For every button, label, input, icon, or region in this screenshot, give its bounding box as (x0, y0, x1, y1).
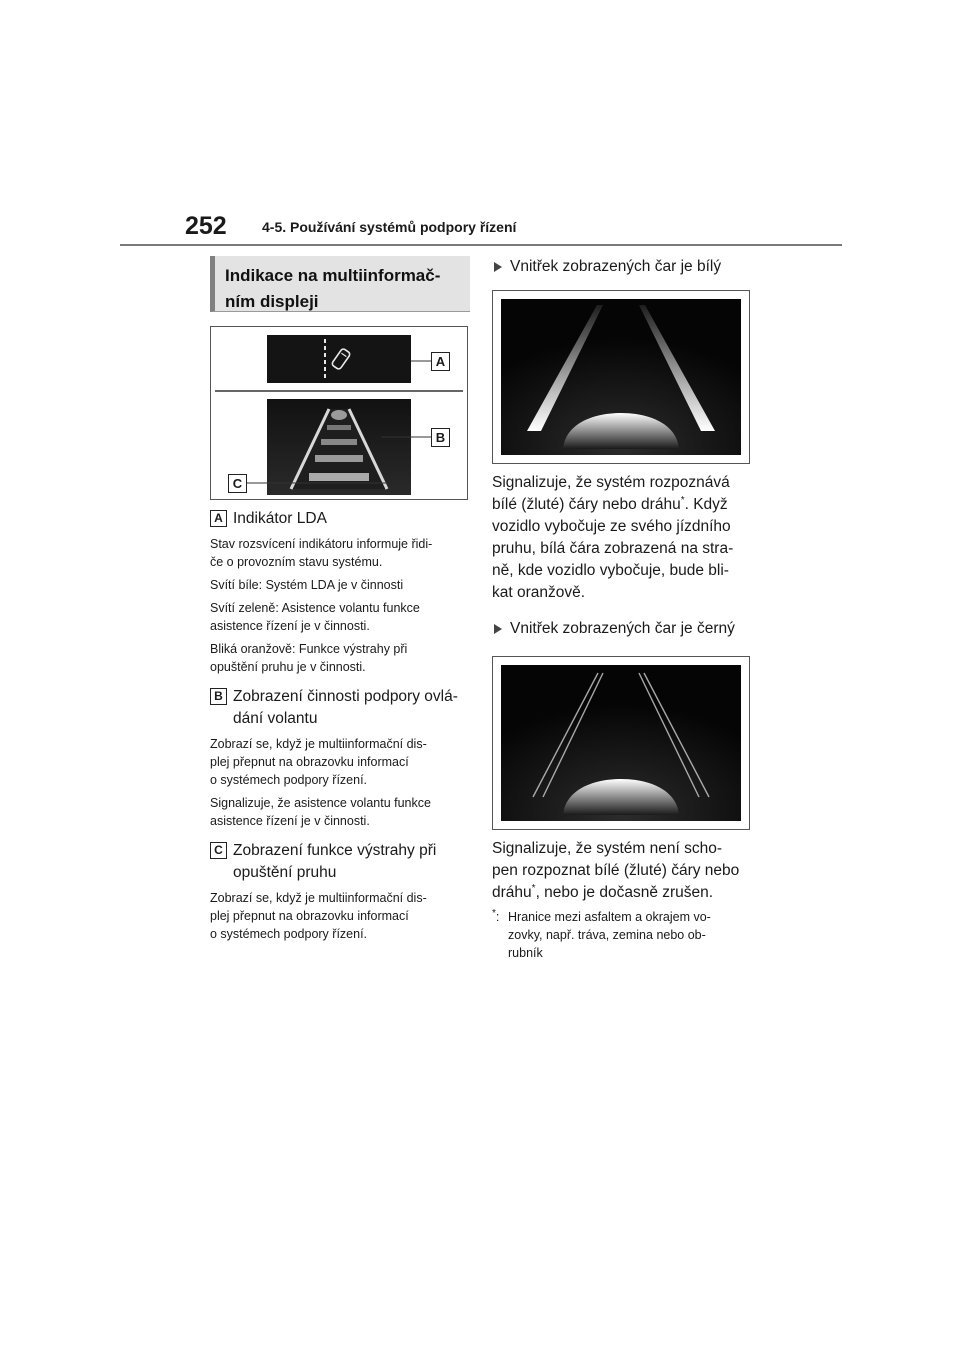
text-line: Zobrazí se, když je multiinformační dis- (210, 891, 427, 905)
badge-b: B (210, 688, 227, 705)
right-column (492, 256, 752, 962)
text-line: Svítí bíle: Systém LDA je v činnosti (210, 578, 404, 592)
footnote (492, 908, 752, 962)
section-title: 4-5. Používání systémů podpory řízení (262, 219, 517, 235)
text-line: opuštění pruhu je v činnosti. (210, 660, 366, 674)
footnote-text (508, 908, 711, 962)
bullet-white-lines (492, 256, 752, 278)
item-b-para-1 (210, 735, 470, 789)
item-b-title (233, 686, 458, 730)
text-fragment: , nebo je dočasně zrušen. (535, 884, 714, 901)
black-lane-lines-illustration (501, 665, 741, 821)
item-a-para-2 (210, 576, 470, 594)
asterisk: * (531, 882, 536, 894)
text-line: če o provozním stavu systému. (210, 555, 383, 569)
asterisk: * (492, 907, 496, 919)
item-c-para-1 (210, 889, 470, 943)
item-a-para-4 (210, 640, 470, 676)
text-line: asistence řízení je v činnosti. (210, 814, 370, 828)
item-a-title-line: Indikátor LDA (233, 510, 327, 527)
bullet-black-lines (492, 618, 752, 640)
left-column (210, 256, 470, 943)
text-line: kat oranžově. (492, 584, 586, 601)
text-line: Svítí zeleně: Asistence volantu funkce (210, 601, 420, 615)
text-line: o systémech podpory řízení. (210, 773, 368, 787)
text-fragment: . Když (684, 496, 728, 513)
lda-display-illustration (211, 327, 467, 499)
bullet-white-text: Vnitřek zobrazených čar je bílý (510, 258, 722, 275)
text-line: Signalizuje, že systém rozpoznává (492, 474, 730, 491)
callout-b: B (431, 428, 450, 447)
text-line: plej přepnut na obrazovku informací (210, 755, 409, 769)
badge-c: C (210, 842, 227, 859)
item-b-heading (210, 686, 470, 730)
item-c-title-line: Zobrazení funkce výstrahy při (233, 842, 437, 859)
text-fragment: dráhu (492, 884, 532, 901)
text-line: Signalizuje, že systém není scho- (492, 840, 723, 857)
text-line: Signalizuje, že asistence volantu funkce (210, 796, 431, 810)
heading-line-2: ním displeji (225, 292, 319, 311)
callout-c: C (228, 474, 247, 493)
text-line: pen rozpoznat bílé (žluté) čáry nebo (492, 862, 740, 879)
text-line: o systémech podpory řízení. (210, 927, 368, 941)
text-line: ně, kde vozidlo vybočuje, bude bli- (492, 562, 729, 579)
footnote-mark (492, 908, 508, 962)
arrow-right-icon (494, 624, 502, 634)
text-line: Zobrazí se, když je multiinformační dis- (210, 737, 427, 751)
text-line (492, 494, 752, 516)
item-a-para-1 (210, 535, 470, 571)
asterisk: * (680, 494, 685, 506)
item-c-title (233, 840, 436, 884)
text-fragment: bílé (žluté) čáry nebo dráhu (492, 496, 681, 513)
white-lines-description (492, 472, 752, 604)
text-line: Bliká oranžově: Funkce výstrahy při (210, 642, 408, 656)
header-rule (120, 244, 842, 246)
text-line: zovky, např. tráva, zemina nebo ob- (508, 928, 706, 942)
black-lines-figure (492, 656, 750, 830)
white-lane-lines-illustration (501, 299, 741, 455)
text-line: pruhu, bílá čára zobrazená na stra- (492, 540, 734, 557)
item-c-title-line: opuštění pruhu (233, 864, 337, 881)
text-line: plej přepnut na obrazovku informací (210, 909, 409, 923)
text-line (492, 882, 752, 904)
heading-line-1: Indikace na multiinformač- (225, 266, 441, 285)
text-line: rubník (508, 946, 543, 960)
text-line: vozidlo vybočuje ze svého jízdního (492, 518, 731, 535)
item-a-title (233, 508, 327, 530)
page-number: 252 (185, 212, 227, 240)
footnote-colon: : (495, 910, 500, 924)
section-heading (210, 256, 470, 312)
arrow-right-icon (494, 262, 502, 272)
item-b-title-line: Zobrazení činnosti podpory ovlá- (233, 688, 458, 705)
black-lines-description (492, 838, 752, 904)
lda-display-figure (210, 326, 468, 500)
white-lines-figure (492, 290, 750, 464)
callout-a: A (431, 352, 450, 371)
item-a-para-3 (210, 599, 470, 635)
text-line: Hranice mezi asfaltem a okrajem vo- (508, 910, 711, 924)
text-line: asistence řízení je v činnosti. (210, 619, 370, 633)
item-a-heading (210, 508, 470, 530)
item-b-title-line: dání volantu (233, 710, 318, 727)
item-b-para-2 (210, 794, 470, 830)
bullet-black-text: Vnitřek zobrazených čar je černý (510, 620, 735, 637)
badge-a: A (210, 510, 227, 527)
item-c-heading (210, 840, 470, 884)
text-line: Stav rozsvícení indikátoru informuje řidi- (210, 537, 433, 551)
